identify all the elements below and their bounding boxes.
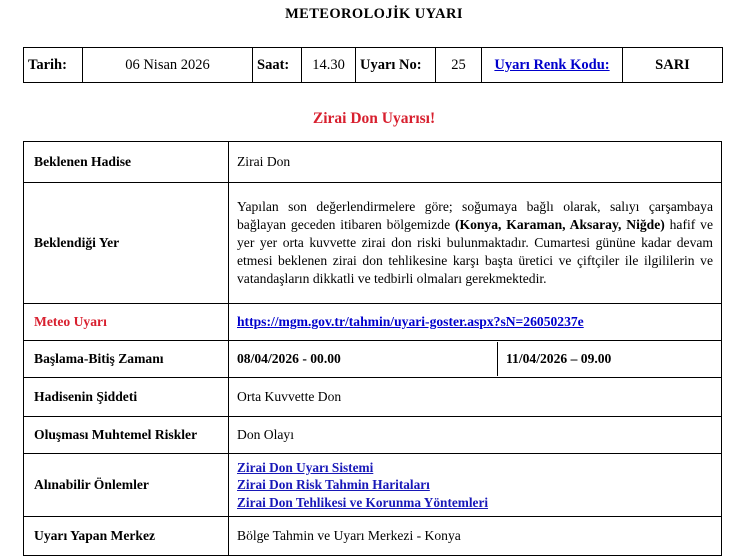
expected-location-value: [229, 183, 722, 304]
expected-event-label: Beklenen Hadise: [24, 142, 229, 183]
table-row-expected-event: [24, 142, 722, 183]
severity-value: Orta Kuvvette Don: [229, 378, 722, 417]
warning-number-value: 25: [436, 48, 482, 83]
warning-color-code-value: SARI: [623, 48, 723, 83]
time-range-end-cell: [498, 342, 722, 376]
meteo-warning-label: Meteo Uyarı: [24, 304, 229, 341]
table-row-issuing-center: [24, 517, 722, 556]
location-cities: (Konya, Karaman, Aksaray, Niğde): [454, 216, 665, 232]
meteo-warning-value: [229, 304, 722, 341]
alert-heading: Zirai Don Uyarısı!: [312, 110, 436, 127]
time-range-end-value: 11/04/2026 – 09.00: [506, 351, 612, 366]
warning-color-code-link[interactable]: Uyarı Renk Kodu:: [482, 48, 623, 83]
warning-number-label: Uyarı No:: [356, 48, 436, 83]
time-range-split-row: [229, 342, 721, 376]
measure-link-risk-maps[interactable]: Zirai Don Risk Tahmin Haritaları: [237, 477, 430, 493]
time-range-value: [229, 341, 722, 378]
measure-link-warning-system[interactable]: Zirai Don Uyarı Sistemi: [237, 459, 374, 475]
table-row-time-range: [24, 341, 722, 378]
possible-risks-label: Oluşması Muhtemel Riskler: [24, 417, 229, 454]
header-meta-row: [24, 48, 723, 83]
date-value: 06 Nisan 2026: [83, 48, 253, 83]
meteo-warning-url-link[interactable]: https://mgm.gov.tr/tahmin/uyari-goster.aspx?sN=26050237e: [237, 314, 584, 329]
possible-risks-value: Don Olayı: [229, 417, 722, 454]
expected-event-value: Zirai Don: [229, 142, 722, 183]
time-value: 14.30: [302, 48, 356, 83]
expected-location-label: Beklendiği Yer: [24, 183, 229, 304]
measures-label: Alınabilir Önlemler: [24, 454, 229, 517]
expected-location-paragraph: [237, 198, 713, 288]
warning-details-table: [23, 141, 722, 556]
time-range-label: Başlama-Bitiş Zamanı: [24, 341, 229, 378]
document-title: METEOROLOJİK UYARI: [285, 6, 463, 22]
location-text-part-2: hafif ve yer yer orta kuvvette zirai don riski bulunmaktadır. Cumartesi gününe kadar devam etmesi beklenen zirai don tehlikesine karşı başta üretici ve çiftçiler ile ilgililerin ve vatandaşların dikkatli ve tedbirli olmaları gerekmektedir.: [237, 216, 713, 287]
table-row-meteo-warning: [24, 304, 722, 341]
time-label: Saat:: [253, 48, 302, 83]
table-row-expected-location: [24, 183, 722, 304]
location-text-part-1: Yapılan son değerlendirmelere göre; soğumaya bağlı olarak, salıyı çarşambaya bağlayan geceden itibaren bölgemizde: [237, 198, 713, 232]
issuing-center-value: Bölge Tahmin ve Uyarı Merkezi - Konya: [229, 517, 722, 556]
header-meta-table: [23, 47, 723, 83]
table-row-measures: [24, 454, 722, 517]
measure-link-protection-methods[interactable]: Zirai Don Tehlikesi ve Korunma Yöntemleri: [237, 494, 489, 510]
measures-value: [229, 454, 722, 517]
time-range-start-value: 08/04/2026 - 00.00: [237, 351, 341, 366]
time-range-start-cell: [229, 342, 498, 376]
table-row-possible-risks: [24, 417, 722, 454]
time-range-split-table: [229, 342, 721, 376]
issuing-center-label: Uyarı Yapan Merkez: [24, 517, 229, 556]
severity-label: Hadisenin Şiddeti: [24, 378, 229, 417]
table-row-severity: [24, 378, 722, 417]
date-label: Tarih:: [24, 48, 83, 83]
